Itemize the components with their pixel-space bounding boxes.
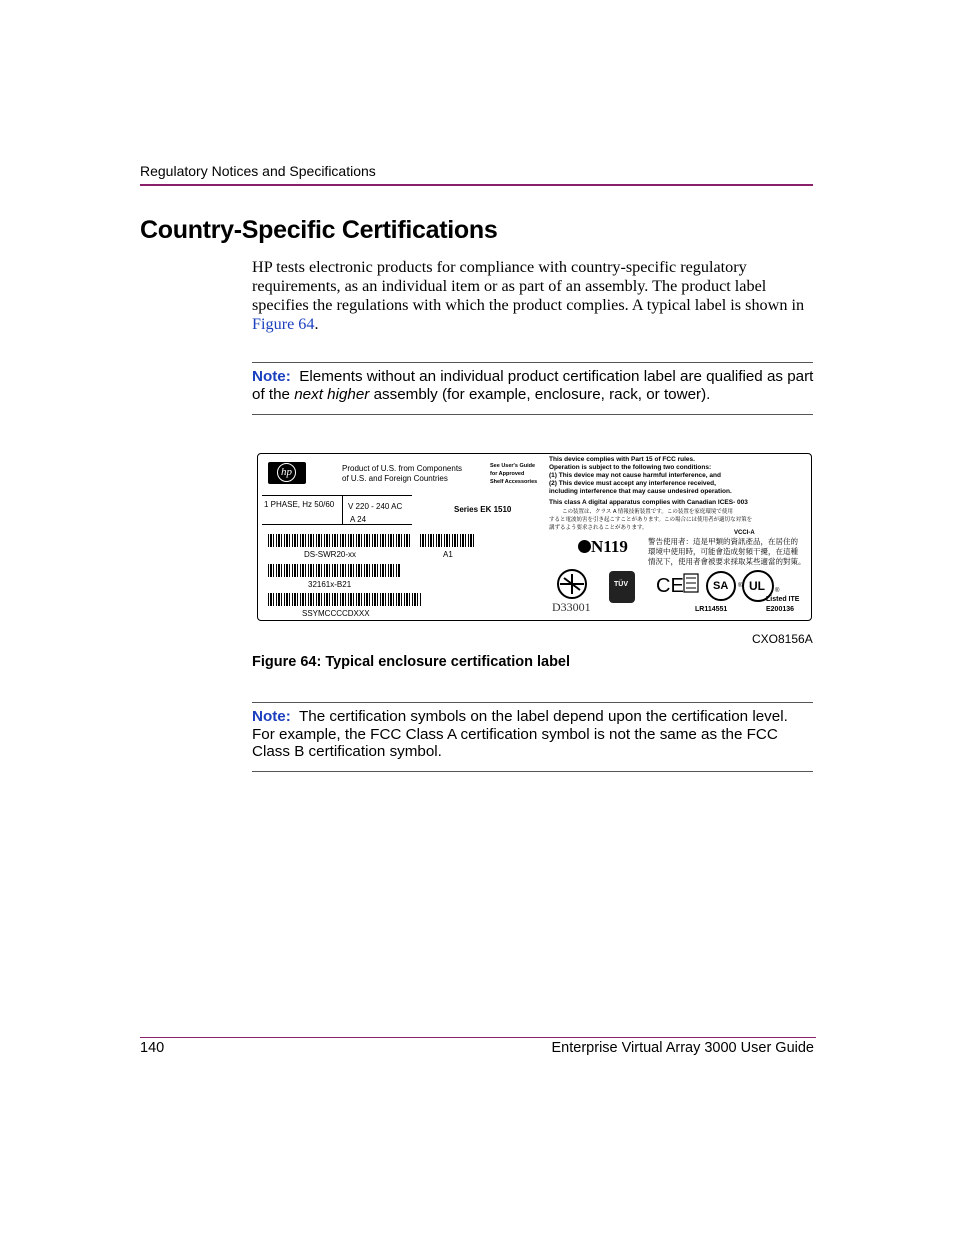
intro-text-end: . bbox=[314, 315, 319, 333]
note1-text-b: assembly (for example, enclosure, rack, or tower). bbox=[369, 385, 711, 403]
fcc-line4: (2) This device must accept any interference received, bbox=[549, 480, 716, 487]
serial-number: SSYMCCCCDXXX bbox=[302, 609, 370, 618]
note2-text: The certification symbols on the label depend upon the certification level. For example, the FCC Class A certification symbol is not the same as the FCC Class B certification symbol. bbox=[252, 708, 788, 760]
tuv-mark-icon bbox=[609, 571, 635, 603]
note2-top-rule bbox=[252, 702, 813, 703]
ul-number: E200136 bbox=[766, 606, 795, 613]
rating-box bbox=[262, 495, 412, 525]
fcc-line5: including interference that may cause undesired operation. bbox=[549, 488, 732, 495]
part-ds: DS-SWR20-xx bbox=[304, 550, 357, 559]
registered-mark-ul: ® bbox=[775, 588, 780, 594]
note1-top-rule bbox=[252, 362, 813, 363]
footer-doc-title: Enterprise Virtual Array 3000 User Guide bbox=[551, 1040, 814, 1056]
note1 bbox=[252, 368, 814, 403]
taiwan-line1: 警告使用者：這是甲類的資訊產品，在居住的 bbox=[648, 537, 798, 546]
footer-rule bbox=[140, 1037, 816, 1038]
ce-mark-icon: CE bbox=[656, 575, 684, 597]
taiwan-line2: 環境中使用時，可能會造成射頻干擾，在這種 bbox=[648, 547, 798, 556]
voltage-rating: V 220 - 240 AC bbox=[348, 502, 403, 511]
series-label: Series EK 1510 bbox=[454, 505, 512, 514]
product-of-line1: Product of U.S. from Components bbox=[342, 464, 463, 473]
barcode-rev bbox=[420, 534, 475, 547]
d-code: D33001 bbox=[552, 600, 591, 614]
hp-logo-mark: hp bbox=[277, 463, 296, 482]
note1-bottom-rule bbox=[252, 414, 813, 415]
rev-code: A1 bbox=[443, 550, 453, 559]
note1-text-a: Elements without an individual product certification label are qualified as part of the bbox=[252, 368, 814, 403]
running-header: Regulatory Notices and Specifications bbox=[140, 163, 376, 179]
canada-ices: This class A digital apparatus complies with Canadian ICES- 003 bbox=[549, 499, 748, 506]
csa-text: SA bbox=[713, 580, 729, 592]
csa-mark-icon bbox=[706, 571, 736, 601]
barcode-ds bbox=[268, 534, 410, 547]
fcc-line3: (1) This device may not cause harmful interference, and bbox=[549, 472, 721, 479]
hp-logo bbox=[268, 462, 306, 484]
rating-divider bbox=[342, 496, 343, 524]
see-guide-line3: Shelf Accessories bbox=[490, 479, 538, 485]
see-guide-line1: See User's Guide bbox=[490, 463, 536, 469]
figure-id: CXO8156A bbox=[752, 632, 813, 646]
japan-line3: 講ずるよう要求されることがあります。 bbox=[549, 525, 648, 531]
figure-caption: Figure 64: Typical enclosure certification label bbox=[252, 654, 571, 670]
header-rule bbox=[140, 184, 813, 186]
fcc-line1: This device complies with Part 15 of FCC rules. bbox=[549, 456, 695, 463]
amps-rating: A 24 bbox=[350, 515, 367, 524]
c-tick-icon bbox=[578, 540, 591, 553]
page-number: 140 bbox=[140, 1040, 165, 1056]
see-guide-line2: for Approved bbox=[490, 471, 525, 477]
tuv-text: TÜV bbox=[614, 581, 628, 588]
fcc-line2: Operation is subject to the following two conditions: bbox=[549, 464, 712, 471]
csa-number: LR114551 bbox=[695, 606, 728, 613]
section-title: Country-Specific Certifications bbox=[140, 216, 498, 244]
intro-text: HP tests electronic products for compliance with country-specific regulatory requirements, as an individual item or as part of an assembly. The product label specifies the regulations with which the product complies. A typical label is shown in bbox=[252, 258, 805, 314]
note1-emphasis: next higher bbox=[294, 385, 370, 403]
ul-text: UL bbox=[749, 579, 765, 593]
gost-mark-icon bbox=[554, 568, 590, 600]
registered-mark-csa: ® bbox=[738, 583, 743, 589]
note2-label: Note: bbox=[252, 708, 291, 725]
ce-category-icon bbox=[683, 573, 699, 593]
japan-line2: すると電波妨害を引き起こすことがあります。この場合には使用者が適切な対策を bbox=[549, 517, 753, 523]
note2 bbox=[252, 708, 814, 761]
c-tick-number: N119 bbox=[591, 537, 628, 556]
part-number: 32161x-B21 bbox=[308, 580, 352, 589]
certification-label-figure bbox=[257, 453, 812, 621]
japan-line1: この装置は、クラス A 情報技術装置です。この装置を家庭環境で使用 bbox=[562, 509, 733, 515]
figure-64-link[interactable]: Figure 64 bbox=[252, 315, 315, 333]
ul-listed: Listed ITE bbox=[766, 596, 800, 603]
taiwan-line3: 情況下，使用者會被要求採取某些適當的對策。 bbox=[648, 557, 806, 566]
note2-bottom-rule bbox=[252, 771, 813, 772]
phase-rating: 1 PHASE, Hz 50/60 bbox=[264, 500, 335, 509]
barcode-part bbox=[268, 564, 400, 577]
intro-paragraph bbox=[252, 258, 812, 334]
product-of-line2: of U.S. and Foreign Countries bbox=[342, 474, 448, 483]
note1-label: Note: bbox=[252, 368, 291, 385]
barcode-serial bbox=[268, 593, 421, 606]
vcci-mark: VCCI-A bbox=[734, 530, 755, 536]
